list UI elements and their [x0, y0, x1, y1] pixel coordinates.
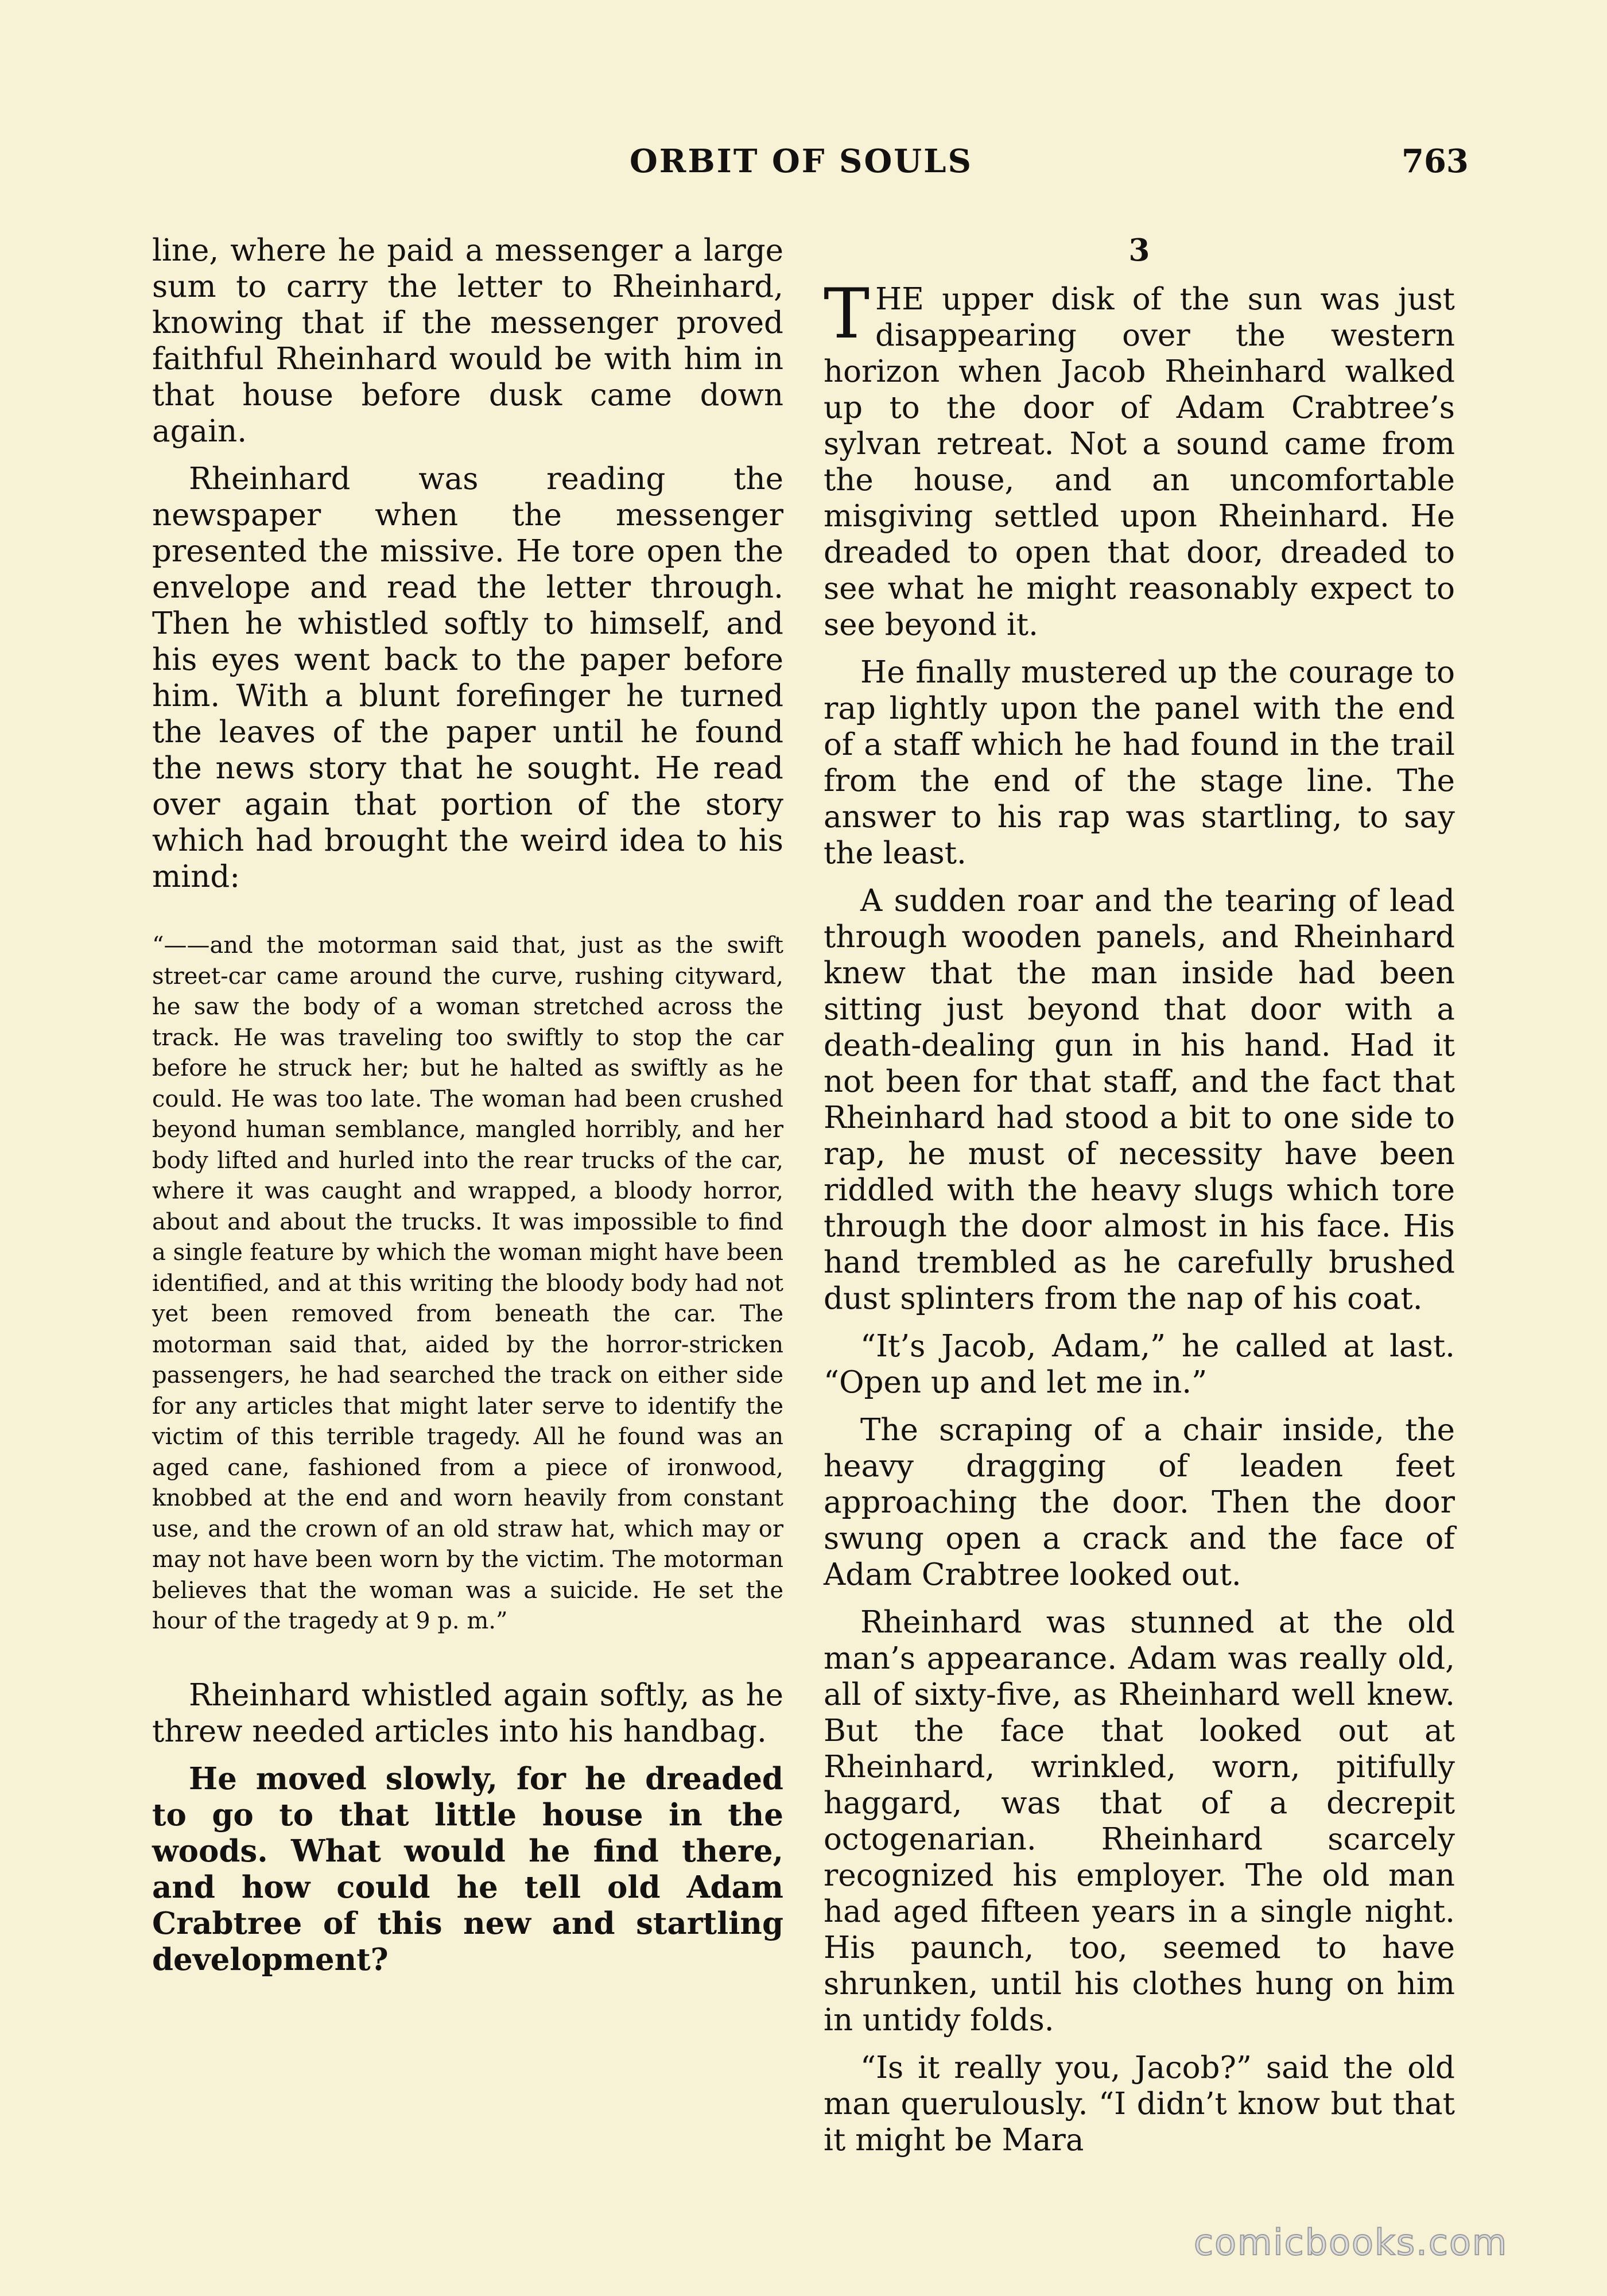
paragraph: He moved slowly, for he dreaded to go to that little house in the woods. What would he find there, and how could he tell old Adam Crabtree of this new and startling development? — [152, 1760, 783, 1977]
paragraph: A sudden roar and the tearing of lead through wooden panels, and Rheinhard knew that the man inside had been sitting just beyond that door with a death-dealing gun in his hand. Had it not been for that staff, and the fact that Rheinhard had stood a bit to one side to rap, he must of necessity have been riddled with the heavy slugs which tore through the door almost in his face. His hand trembled as he carefully brushed dust splinters from the nap of his coat. — [824, 883, 1455, 1316]
paragraph: line, where he paid a messenger a large sum to carry the letter to Rheinhard, knowing that if the messenger proved faithful Rheinhard would be with him in that house before dusk came down again. — [152, 233, 783, 449]
section-number: 3 — [1128, 232, 1150, 268]
watermark: comicbooks.com — [1194, 2221, 1508, 2263]
paragraph: The scraping of a chair inside, the heavy dragging of leaden feet approaching the door. Then the door swung open a crack and the face of Adam Crabtree looked out. — [824, 1413, 1455, 1592]
paragraph: He finally mustered up the courage to rap lightly upon the panel with the end of a staff which he had found in the trail from the end of the stage line. The answer to his rap was startling, to say the least. — [824, 655, 1455, 871]
paragraph-text: upper disk of the sun was just disappearing over the western horizon when Jacob Rheinhard walked up to the door of Adam Crabtree’s sylvan retreat. Not a sound came from the house, and an uncomfortable misgiving settled upon Rheinhard. He dreaded to open that door, dreaded to see what he might reasonably expect to see beyond it. — [824, 282, 1455, 642]
left-column — [152, 232, 783, 1989]
news-quote: “——and the motorman said that, just as the swift street-car came around the curve, rushing cityward, he saw the body of a woman stretched across the track. He was traveling too swiftly to stop the car before he struck her; but he halted as swiftly as he could. He was too late. The woman had been crushed beyond human semblance, mangled horribly, and her body lifted and hurled into the rear trucks of the car, where it was caught and wrapped, a bloody horror, about and about the trucks. It was impossible to find a single feature by which the woman might have been identified, and at this writing the bloody body had not yet been removed from beneath the car. The motorman said that, aided by the horror-stricken passengers, he had searched the track on either side for any articles that might later serve to identify the victim of this terrible tragedy. All he found was an aged cane, fashioned from a piece of ironwood, knobbed at the end and worn heavily from constant use, and the crown of an old straw hat, which may or may not have been worn by the victim. The motorman believes that the woman was a suicide. He set the hour of the tragedy at 9 p. m.” — [152, 932, 783, 1634]
right-column — [824, 232, 1455, 2170]
running-title: ORBIT OF SOULS — [630, 142, 973, 180]
paragraph: “It’s Jacob, Adam,” he called at last. “Open up and let me in.” — [824, 1329, 1455, 1400]
page-number: 763 — [1402, 142, 1469, 180]
drop-cap: T — [824, 274, 870, 354]
paragraph: Rheinhard was reading the newspaper when the messenger presented the missive. He tore open the envelope and read the letter through. Then he whistled softly to himself, and his eyes went back to the paper before him. With a blunt forefinger he turned the leaves of the paper until he found the news story that he sought. He read over again that portion of the story which had brought the weird idea to his mind: — [152, 461, 783, 894]
smallcaps-lead: HE — [875, 282, 924, 317]
dropcap-paragraph — [824, 274, 1455, 643]
paragraph: “Is it really you, Jacob?” said the old man querulously. “I didn’t know but that it might be Mara — [824, 2050, 1455, 2158]
paragraph: Rheinhard whistled again softly, as he threw needed articles into his handbag. — [152, 1677, 783, 1749]
paragraph: Rheinhard was stunned at the old man’s appearance. Adam was really old, all of sixty-five, as Rheinhard well knew. But the face that looked out at Rheinhard, wrinkled, worn, pitifully haggard, was that of a decrepit octogenarian. Rheinhard scarcely recognized his employer. The old man had aged fifteen years in a single night. His paunch, too, seemed to have shrunken, until his clothes hung on him in untidy folds. — [824, 1605, 1455, 2038]
running-head — [0, 142, 1607, 188]
